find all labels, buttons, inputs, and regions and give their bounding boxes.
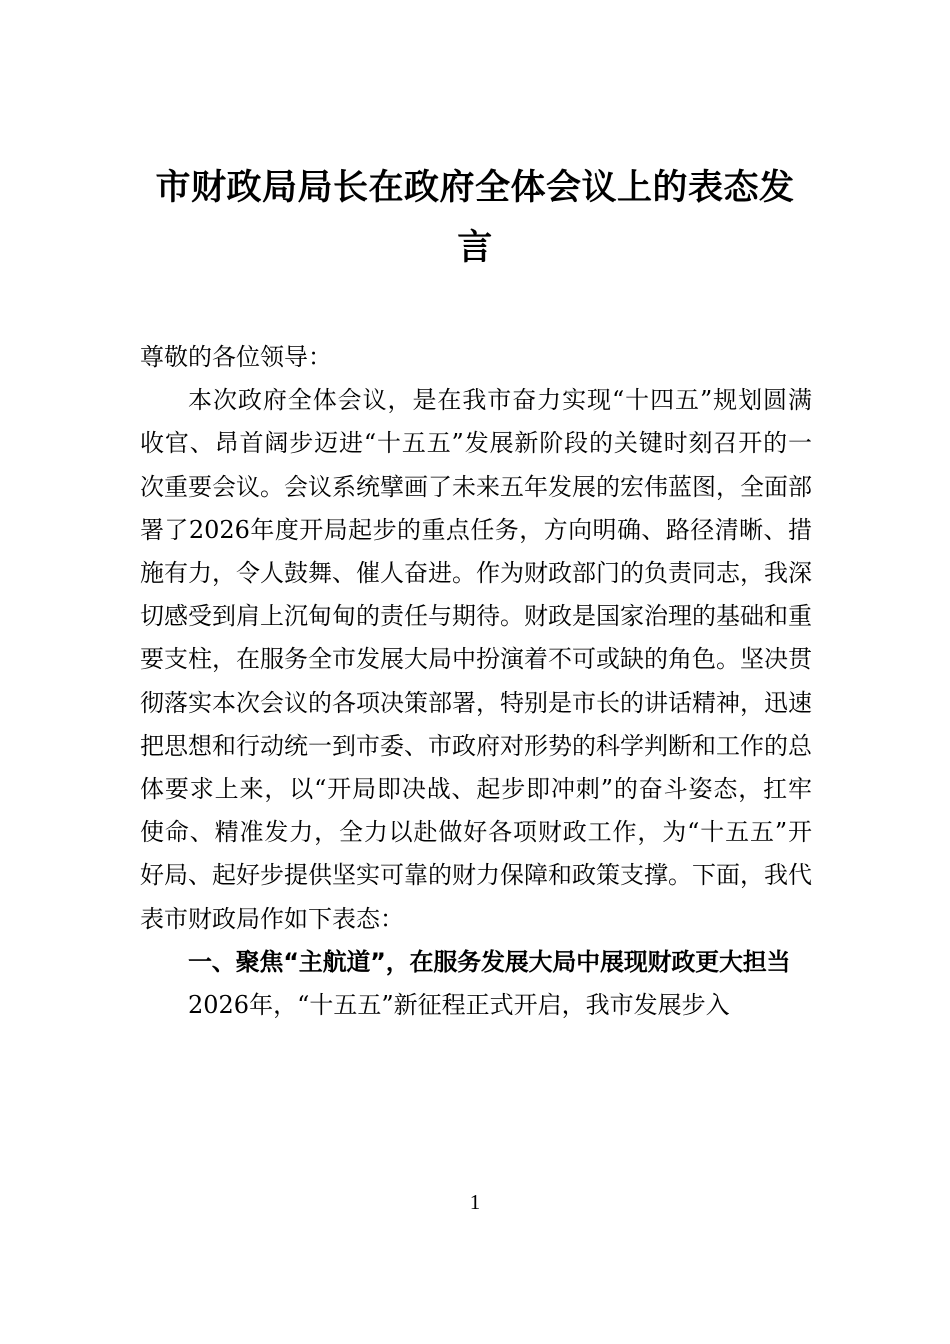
section-heading-1: 一、聚焦“主航道”，在服务发展大局中展现财政更大担当 xyxy=(188,947,791,976)
page-number: 1 xyxy=(469,1190,481,1214)
document-title: 市财政局局长在政府全体会议上的表态发言 xyxy=(155,167,795,268)
salutation-line: 尊敬的各位领导： xyxy=(140,343,332,371)
body-paragraph-2: 2026年，“十五五”新征程正式开启，我市发展步入 xyxy=(188,991,730,1020)
document-body xyxy=(140,336,812,1027)
body-paragraph-1: 本次政府全体会议，是在我市奋力实现“十四五”规划圆满收官、昂首阔步迈进“十五五”发展新阶段的关键时刻召开的一次重要会议。会议系统擘画了未来五年发展的宏伟蓝图，全面部署了2026年度开局起步的重点任务，方向明确、路径清晰、措施有力，令人鼓舞、催人奋进。作为财政部门的负责同志，我深切感受到肩上沉甸甸的责任与期待。财政是国家治理的基础和重要支柱，在服务全市发展大局中扮演着不可或缺的角色。坚决贯彻落实本次会议的各项决策部署，特别是市长的讲话精神，迅速把思想和行动统一到市委、市政府对形势的科学判断和工作的总体要求上来，以“开局即决战、起步即冲刺”的奋斗姿态，扛牢使命、精准发力，全力以赴做好各项财政工作，为“十五五”开好局、起好步提供坚实可靠的财力保障和政策支撑。下面，我代表市财政局作如下表态： xyxy=(140,386,812,933)
